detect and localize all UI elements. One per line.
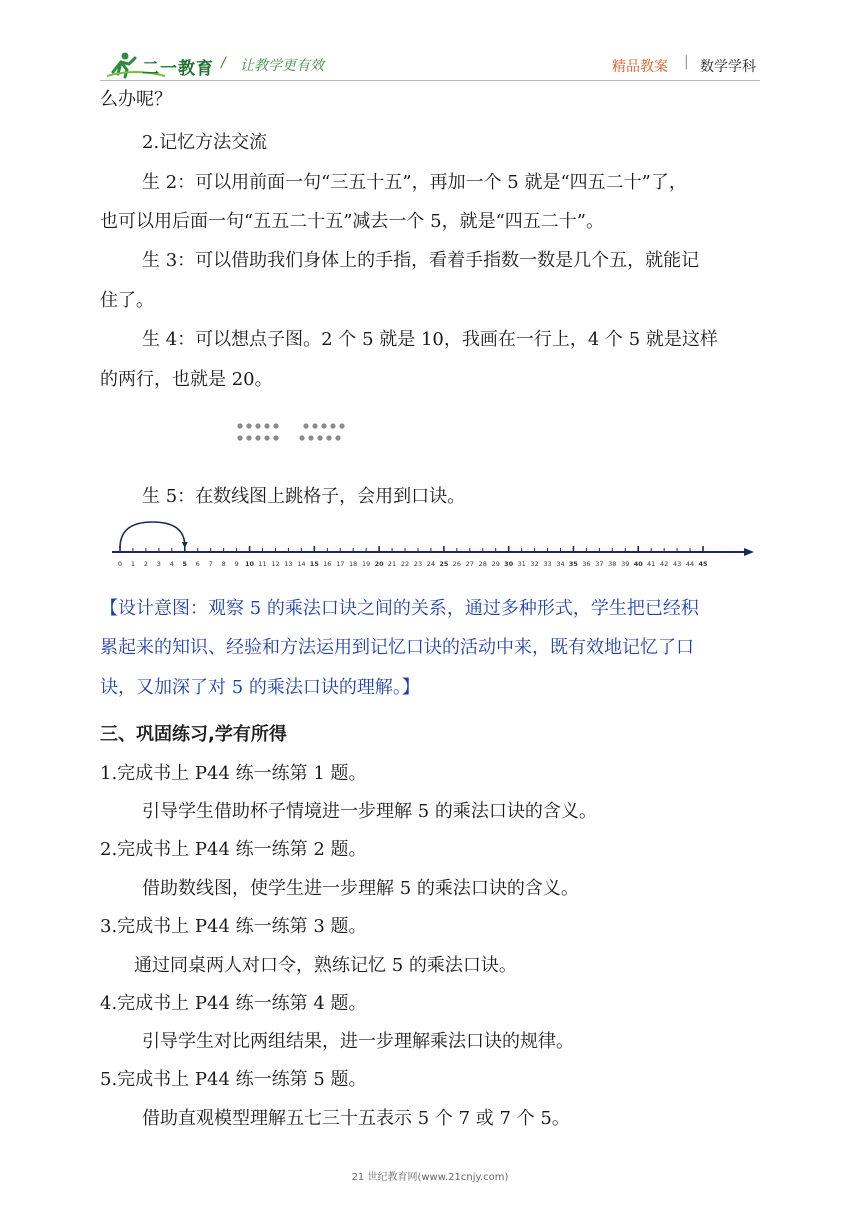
dot: [273, 423, 278, 428]
tick-label: 12: [271, 560, 280, 568]
header-subject: 数学学科: [700, 59, 756, 75]
text-line: 也可以用后面一句“五五二十五”减去一个 5，就是“四五二十”。: [100, 211, 604, 232]
design-intent-line: 累起来的知识、经验和方法运用到记忆口诀的活动中来，既有效地记忆了口: [100, 637, 694, 658]
tick-label: 19: [362, 560, 371, 568]
dot: [326, 435, 331, 440]
design-intent-line: 【设计意图：观察 5 的乘法口诀之间的关系，通过多种形式，学生把已经积: [100, 598, 699, 619]
tick-label: 13: [284, 560, 293, 568]
tick-label: 22: [400, 560, 410, 568]
exercise-desc: 借助数线图，使学生进一步理解 5 的乘法口诀的含义。: [142, 878, 579, 899]
tick-label: 15: [309, 560, 319, 568]
dot: [317, 435, 322, 440]
header-divider: [100, 80, 760, 81]
dot: [237, 435, 242, 440]
exercise-desc: 借助直观模型理解五七三十五表示 5 个 7 或 7 个 5。: [142, 1108, 570, 1129]
dot: [321, 423, 326, 428]
tick-label: 18: [349, 560, 358, 568]
tick-label: 26: [452, 560, 461, 568]
tick-label: 38: [608, 560, 617, 568]
arrowhead-icon: [744, 548, 754, 556]
dot-array-figure: [236, 417, 356, 447]
exercise-desc: 引导学生对比两组结果，进一步理解乘法口诀的规律。: [142, 1031, 574, 1052]
header-separator: |: [684, 54, 689, 70]
tick-label: 42: [659, 560, 669, 568]
dot: [339, 423, 344, 428]
tick-label: 5: [182, 560, 188, 568]
tick-label: 11: [258, 560, 267, 568]
tick-label: 27: [465, 560, 474, 568]
dot: [255, 435, 260, 440]
tick-label: 32: [530, 560, 539, 568]
tick-label: 30: [504, 560, 514, 568]
tick-label: 35: [568, 560, 578, 568]
exercise-title: 3.完成书上 P44 练一练第 3 题。: [100, 916, 367, 937]
dot: [273, 435, 278, 440]
page-footer: 21 世纪教育网(www.21cnjy.com): [351, 1172, 509, 1183]
dot: [264, 423, 269, 428]
exercise-title: 5.完成书上 P44 练一练第 5 题。: [100, 1069, 367, 1090]
page-header: [0, 0, 860, 90]
tick-label: 23: [413, 560, 423, 568]
jump-arc: [120, 522, 185, 548]
tick-label: 24: [426, 560, 436, 568]
dot: [246, 435, 251, 440]
design-intent-line: 诀，又加深了对 5 的乘法口诀的理解。】: [100, 677, 420, 698]
tick-label: 20: [374, 560, 384, 568]
tick-label: 21: [387, 560, 397, 568]
tick-label: 3: [156, 560, 161, 568]
tick-label: 39: [621, 560, 630, 568]
exercise-desc: 引导学生借助杯子情境进一步理解 5 的乘法口诀的含义。: [142, 801, 597, 822]
tick-label: 34: [556, 560, 565, 568]
tick-label: 31: [517, 560, 526, 568]
text-line: 生 2：可以用前面一句“三五十五”，再加一个 5 就是“四五二十”了，: [142, 172, 687, 193]
dot: [264, 435, 269, 440]
header-slogan: 让教学更有效: [240, 58, 324, 74]
text-line: 么办呢？: [100, 89, 172, 110]
text-line: 生 5：在数线图上跳格子，会用到口诀。: [142, 486, 466, 507]
tick-label: 2: [143, 560, 148, 568]
exercise-title: 4.完成书上 P44 练一练第 4 题。: [100, 993, 367, 1014]
dot: [299, 435, 304, 440]
tick-label: 33: [543, 560, 552, 568]
dot: [255, 423, 260, 428]
subheading: 2.记忆方法交流: [142, 132, 268, 153]
tick-label: 37: [595, 560, 604, 568]
tick-label: 4: [169, 560, 174, 568]
tick-label: 6: [195, 560, 200, 568]
tick-label: 43: [672, 560, 682, 568]
tick-label: 41: [647, 560, 656, 568]
tick-label: 40: [633, 560, 643, 568]
tick-label: 8: [221, 560, 226, 568]
header-slash: /: [221, 55, 226, 71]
tick-label: 17: [336, 560, 345, 568]
dot: [246, 423, 251, 428]
tick-label: 28: [478, 560, 487, 568]
dot: [303, 423, 308, 428]
tick-label: 45: [698, 560, 708, 568]
logo-text: 二一教育: [142, 59, 214, 79]
tick-label: 14: [297, 560, 306, 568]
tick-label: 9: [234, 560, 239, 568]
tick-label: 7: [208, 560, 213, 568]
dot: [335, 435, 340, 440]
tick-label: 10: [245, 560, 255, 568]
text-line: 生 4：可以想点子图。2 个 5 就是 10，我画在一行上，4 个 5 就是这样: [142, 329, 718, 350]
text-line: 的两行，也就是 20。: [100, 369, 273, 390]
tick-label: 29: [491, 560, 500, 568]
exercise-title: 2.完成书上 P44 练一练第 2 题。: [100, 839, 367, 860]
jump-arrow-icon: [182, 542, 188, 548]
number-line-figure: [108, 518, 758, 574]
dot: [312, 423, 317, 428]
exercise-desc: 通过同桌两人对口令，熟练记忆 5 的乘法口诀。: [134, 955, 517, 976]
section-title: 三、巩固练习,学有所得: [100, 724, 287, 745]
tick-label: 0: [117, 560, 123, 568]
header-category: 精品教案: [612, 59, 668, 75]
tick-label: 1: [130, 560, 136, 568]
text-line: 住了。: [100, 290, 154, 311]
dot: [308, 435, 313, 440]
exercise-title: 1.完成书上 P44 练一练第 1 题。: [100, 763, 367, 784]
tick-label: 25: [439, 560, 449, 568]
dot: [330, 423, 335, 428]
tick-label: 36: [582, 560, 591, 568]
tick-label: 44: [685, 560, 695, 568]
dot: [237, 423, 242, 428]
tick-label: 16: [323, 560, 332, 568]
text-line: 生 3：可以借助我们身体上的手指，看着手指数一数是几个五，就能记: [142, 250, 700, 271]
